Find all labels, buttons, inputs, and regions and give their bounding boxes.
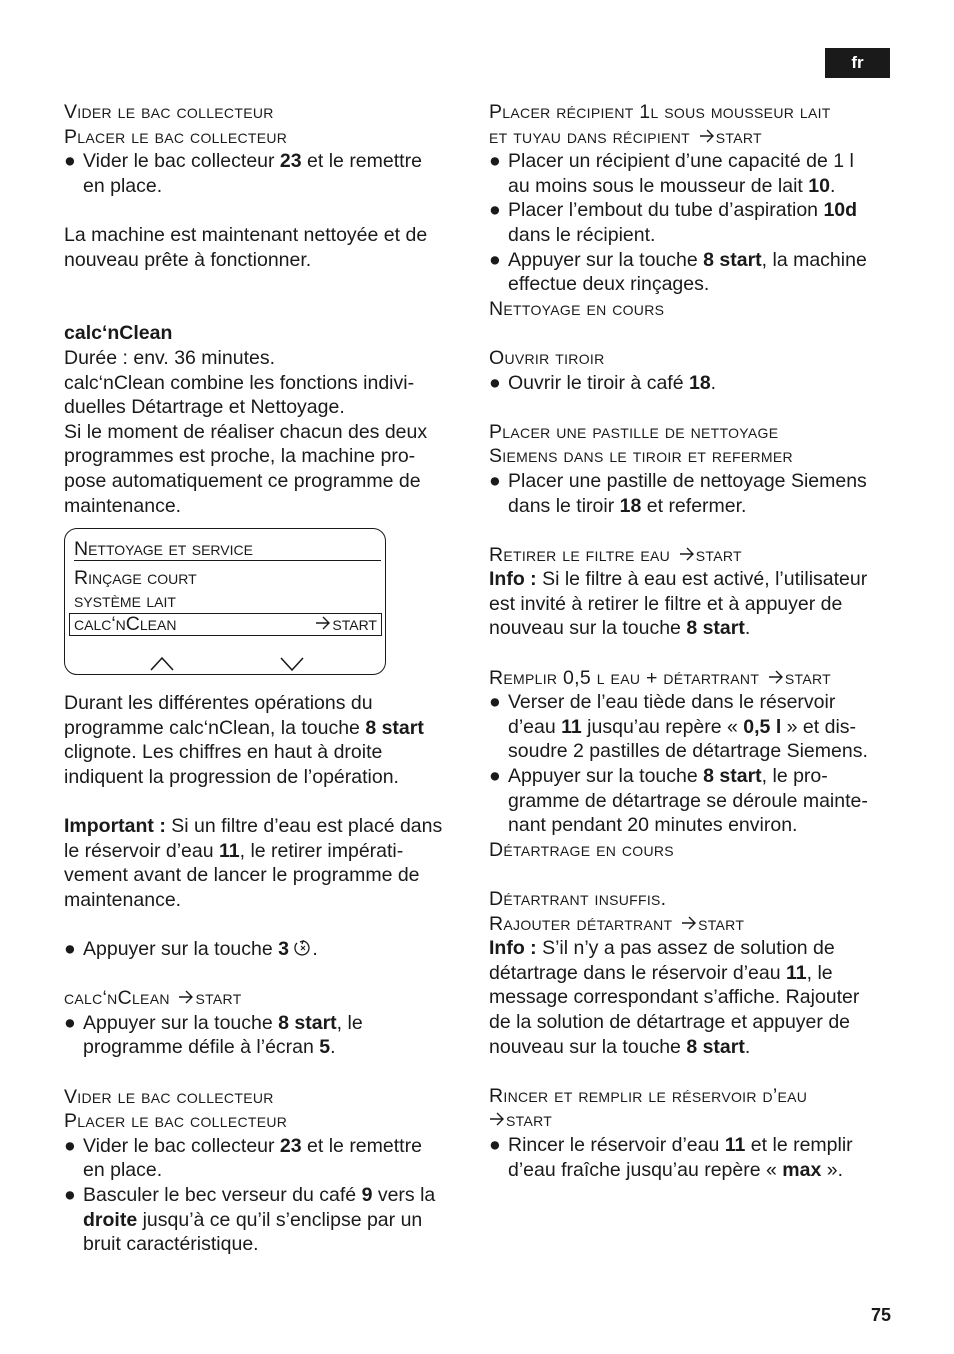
display-panel — [64, 528, 386, 675]
display-message: Siemens dans le tiroir et refermer — [489, 445, 793, 468]
bullet-item: ● Vider le bac collecteur 23 et le remettre en place. — [64, 1134, 422, 1182]
bullet-item: ● Appuyer sur la touche 8 start, le programme défile à l’écran 5. — [64, 1011, 363, 1059]
bullet-item: ● Verser de l’eau tiède dans le réservoir d’eau 11 jusqu’au repère « 0,5 l » et dis- soudre 2 pastilles de détartrage Siemens. — [489, 691, 868, 763]
page-number: 75 — [870, 1305, 891, 1325]
bullet-icon: ● — [489, 248, 501, 271]
display-message: Nettoyage en cours — [489, 297, 665, 320]
display-message: Remplir 0,5 l eau + détartrant start — [489, 666, 832, 689]
display-message: Vider le bac collecteur — [64, 101, 274, 123]
bullet-item: ● Placer une pastille de nettoyage Siemens dans le tiroir 18 et refermer. — [489, 469, 867, 517]
right-column — [489, 100, 894, 1182]
display-message: Placer le bac collecteur — [64, 125, 288, 148]
display-message: Placer le bac collecteur — [64, 1110, 288, 1133]
arrow-right-icon — [178, 986, 194, 1011]
display-menu-item: système lait — [74, 590, 176, 613]
bullet-icon: ● — [489, 150, 501, 173]
display-message: Détartrant insuffis. — [489, 888, 667, 910]
bullet-icon: ● — [489, 199, 501, 222]
bullet-item: ● Appuyer sur la touche 8 start, la machine effectue deux rinçages. — [489, 248, 867, 296]
language-tag: fr — [825, 48, 890, 78]
bullet-item: ● Placer un récipient d’une capacité de 1 l au moins sous le mousseur de lait 10. — [489, 150, 854, 197]
bullet-item: ● Vider le bac collecteur 23 et le remettre en place. — [64, 150, 422, 197]
paragraph: Durée : env. 36 minutes. calc‘nClean combine les fonctions indivi- duelles Détartrage et Nettoyage. Si le moment de réaliser chacun des deux programmes est proche, la machine pro- pose automatiquement ce programme de maintenance. — [64, 346, 428, 517]
bullet-item: ● Appuyer sur la touche 3 . — [64, 938, 318, 961]
info-note: Info : Si le filtre à eau est activé, l’utilisateur est invité à retirer le filtre et à appuyer de nouveau sur la touche 8 start. — [489, 568, 868, 640]
arrow-right-icon — [699, 125, 715, 150]
bullet-icon: ● — [489, 469, 501, 492]
left-column — [64, 100, 464, 1257]
arrow-right-icon — [315, 614, 331, 635]
chevron-down-icon — [279, 656, 305, 672]
bullet-icon: ● — [489, 765, 501, 788]
bullet-icon: ● — [489, 1133, 501, 1156]
paragraph: Durant les différentes opérations du programme calc‘nClean, la touche 8 start clignote. Les chiffres en haut à droite indiquent la progression de l’opération. — [64, 692, 424, 788]
bullet-item: ● Basculer le bec verseur du café 9 vers la droite jusqu’à ce qu’il s’enclipse par un bruit caractéristique. — [64, 1183, 436, 1256]
display-message: start — [489, 1108, 894, 1133]
arrow-right-icon — [681, 912, 697, 937]
bullet-icon: ● — [64, 938, 76, 961]
display-menu-item: Rinçage court — [74, 567, 197, 590]
chevron-up-icon — [149, 656, 175, 672]
bullet-icon: ● — [64, 150, 76, 173]
bullet-item: ● Appuyer sur la touche 8 start, le pro- gramme de détartrage se déroule mainte- nant pendant 20 minutes environ. — [489, 765, 868, 837]
display-selected-item: calc‘nClean start — [69, 613, 382, 636]
display-message: Détartrage en cours — [489, 838, 674, 861]
arrow-right-icon — [768, 666, 784, 691]
bullet-item: ● Rincer le réservoir d’eau 11 et le remplir d’eau fraîche jusqu’au repère « max ». — [489, 1133, 853, 1181]
bullet-icon: ● — [64, 1134, 76, 1157]
display-title: Nettoyage et service — [74, 538, 381, 561]
bullet-icon: ● — [489, 691, 501, 714]
paragraph: La machine est maintenant nettoyée et de nouveau prête à fonctionner. — [64, 223, 428, 271]
maintenance-icon — [294, 939, 312, 957]
section-heading: calc‘nClean — [64, 322, 173, 345]
bullet-icon: ● — [489, 371, 501, 394]
display-message: Placer récipient 1l sous mousseur lait — [489, 101, 831, 123]
display-message: Rajouter détartrant start — [489, 912, 745, 935]
arrow-right-icon — [679, 543, 695, 568]
display-message: Vider le bac collecteur — [64, 1085, 274, 1108]
bullet-item: ● Placer l’embout du tube d’aspiration 10d dans le récipient. — [489, 199, 858, 246]
display-message: et tuyau dans récipient start — [489, 125, 762, 148]
display-message: Ouvrir tiroir — [489, 346, 605, 369]
arrow-right-icon — [489, 1108, 505, 1133]
important-note: Important : Si un filtre d’eau est placé dans le réservoir d’eau 11, le retirer impérati- vement avant de lancer le programme de maintenance. — [64, 815, 443, 911]
bullet-icon: ● — [64, 1011, 76, 1034]
display-message: Placer une pastille de nettoyage — [489, 420, 779, 443]
bullet-icon: ● — [64, 1183, 76, 1206]
bullet-item: ● Ouvrir le tiroir à café 18. — [489, 371, 717, 394]
display-message: calc‘nClean start — [64, 987, 242, 1010]
display-message: Retirer le filtre eau start — [489, 543, 742, 566]
display-message: Rincer et remplir le réservoir d’eau — [489, 1084, 808, 1107]
info-note: Info : S’il n’y a pas assez de solution de détartrage dans le réservoir d’eau 11, le message correspondant s’affiche. Rajouter de la solution de détartrage et appuyer de nouveau sur la touche 8 start. — [489, 937, 860, 1058]
